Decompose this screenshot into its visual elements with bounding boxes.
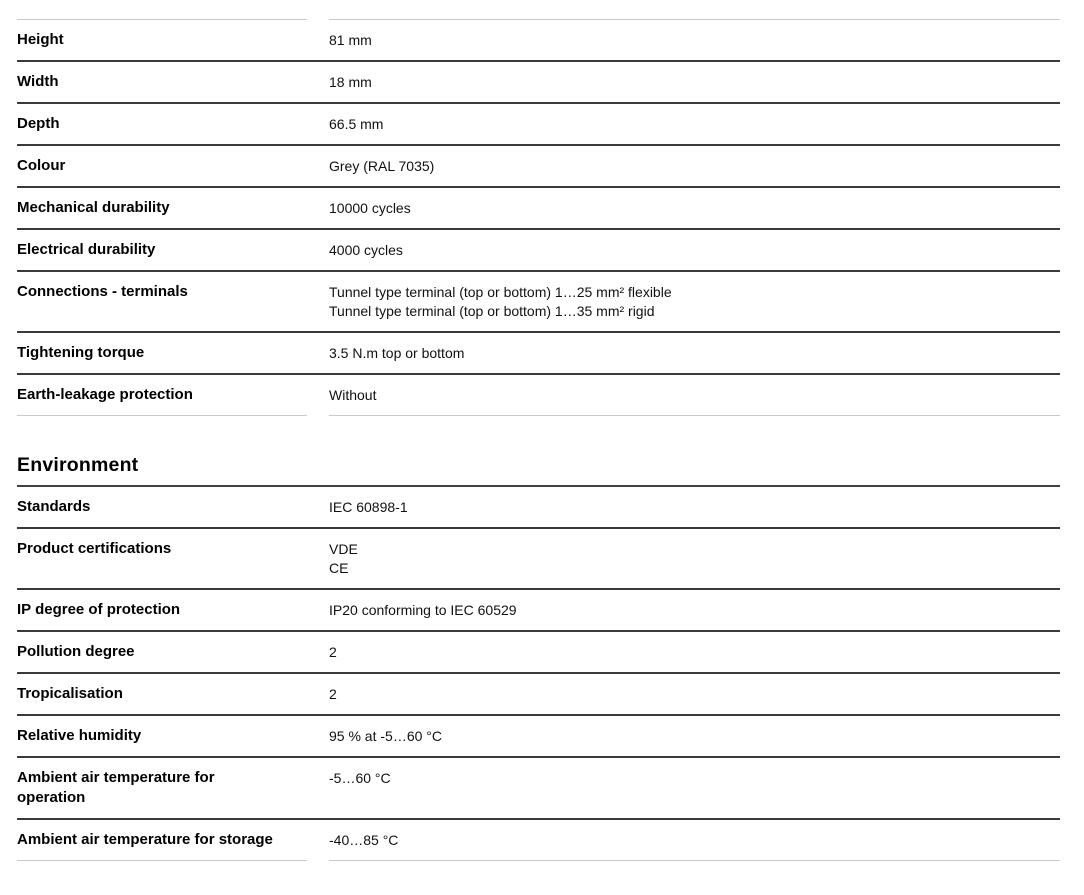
spec-row-ambient-air-temperature-for-operation [17, 758, 1060, 820]
section-title-environment: Environment [17, 454, 1060, 487]
spec-value-line: 10000 cycles [329, 200, 411, 216]
spec-value-width [329, 72, 1060, 92]
spec-row-electrical-durability [17, 230, 1060, 272]
table-edge-gap [307, 415, 329, 416]
spec-section-product [17, 19, 1060, 416]
table-edge-value-segment [329, 19, 1060, 20]
spec-label-relative-humidity: Relative humidity [17, 727, 142, 744]
spec-value-connections-terminals [329, 282, 1060, 321]
spec-label-tightening-torque: Tightening torque [17, 344, 145, 361]
spec-row-mechanical-durability [17, 188, 1060, 230]
spec-value-line: IP20 conforming to IEC 60529 [329, 602, 517, 618]
spec-row-depth [17, 104, 1060, 146]
spec-value-line: VDE [329, 541, 358, 557]
spec-value-line: CE [329, 560, 349, 576]
spec-value-colour [329, 156, 1060, 176]
spec-label-pollution-degree: Pollution degree [17, 643, 135, 660]
table-edge-line [17, 19, 1060, 20]
spec-value-ambient-air-temperature-for-operation [329, 768, 1060, 808]
spec-value-ambient-air-temperature-for-storage [329, 830, 1060, 850]
spec-value-product-certifications [329, 539, 1060, 578]
spec-row-product-certifications [17, 529, 1060, 590]
table-edge-line [17, 860, 1060, 861]
table-edge-line [17, 415, 1060, 416]
spec-row-tropicalisation [17, 674, 1060, 716]
spec-value-line: 95 % at -5…60 °C [329, 728, 442, 744]
spec-row-relative-humidity [17, 716, 1060, 758]
table-edge-gap [307, 19, 329, 20]
spec-value-line: 81 mm [329, 32, 372, 48]
table-edge-gap [307, 860, 329, 861]
spec-value-line: IEC 60898-1 [329, 499, 408, 515]
spec-value-ip-degree-of-protection [329, 600, 1060, 620]
spec-value-tropicalisation [329, 684, 1060, 704]
spec-row-tightening-torque [17, 333, 1060, 375]
table-edge-value-segment [329, 860, 1060, 861]
spec-label-mechanical-durability: Mechanical durability [17, 199, 170, 216]
spec-label-electrical-durability: Electrical durability [17, 241, 156, 258]
spec-label-depth: Depth [17, 115, 60, 132]
spec-value-line: Without [329, 387, 377, 403]
spec-value-line: 66.5 mm [329, 116, 384, 132]
datasheet-page [17, 0, 1060, 861]
spec-value-tightening-torque [329, 343, 1060, 363]
spec-row-standards [17, 487, 1060, 529]
spec-value-mechanical-durability [329, 198, 1060, 218]
spec-label-tropicalisation: Tropicalisation [17, 685, 123, 702]
spec-value-electrical-durability [329, 240, 1060, 260]
spec-value-line: Grey (RAL 7035) [329, 158, 435, 174]
spec-row-earth-leakage-protection [17, 375, 1060, 415]
spec-value-line: 3.5 N.m top or bottom [329, 345, 465, 361]
table-edge-value-segment [329, 415, 1060, 416]
spec-row-height [17, 20, 1060, 62]
spec-value-earth-leakage-protection [329, 385, 1060, 405]
spec-value-depth [329, 114, 1060, 134]
spec-label-width: Width [17, 73, 59, 90]
spec-label-earth-leakage-protection: Earth-leakage protection [17, 386, 193, 403]
spec-row-width [17, 62, 1060, 104]
spec-label-standards: Standards [17, 498, 91, 515]
spec-section-environment [17, 454, 1060, 861]
spec-row-ambient-air-temperature-for-storage [17, 820, 1060, 860]
spec-value-line: -40…85 °C [329, 832, 399, 848]
spec-row-colour [17, 146, 1060, 188]
spec-label-connections-terminals: Connections - terminals [17, 283, 188, 300]
table-edge-label-segment [17, 19, 307, 20]
spec-label-ip-degree-of-protection: IP degree of protection [17, 601, 181, 618]
spec-value-line: Tunnel type terminal (top or bottom) 1…35 mm² rigid [329, 303, 655, 319]
spec-value-standards [329, 497, 1060, 517]
spec-label-ambient-air-temperature-for-storage: Ambient air temperature for storage [17, 831, 273, 848]
spec-row-ip-degree-of-protection [17, 590, 1060, 632]
spec-value-line: 2 [329, 644, 337, 660]
spec-label-product-certifications: Product certifications [17, 540, 172, 557]
spec-value-line: Tunnel type terminal (top or bottom) 1…25 mm² flexible [329, 284, 672, 300]
table-edge-label-segment [17, 860, 307, 861]
spec-row-connections-terminals [17, 272, 1060, 333]
spec-value-line: -5…60 °C [329, 770, 391, 786]
spec-row-pollution-degree [17, 632, 1060, 674]
spec-value-line: 4000 cycles [329, 242, 403, 258]
spec-value-line: 18 mm [329, 74, 372, 90]
spec-value-height [329, 30, 1060, 50]
spec-label-colour: Colour [17, 157, 66, 174]
spec-value-line: 2 [329, 686, 337, 702]
spec-value-pollution-degree [329, 642, 1060, 662]
spec-label-height: Height [17, 31, 64, 48]
spec-label-ambient-air-temperature-for-operation: Ambient air temperature for operation [17, 769, 215, 806]
spec-value-relative-humidity [329, 726, 1060, 746]
table-edge-label-segment [17, 415, 307, 416]
